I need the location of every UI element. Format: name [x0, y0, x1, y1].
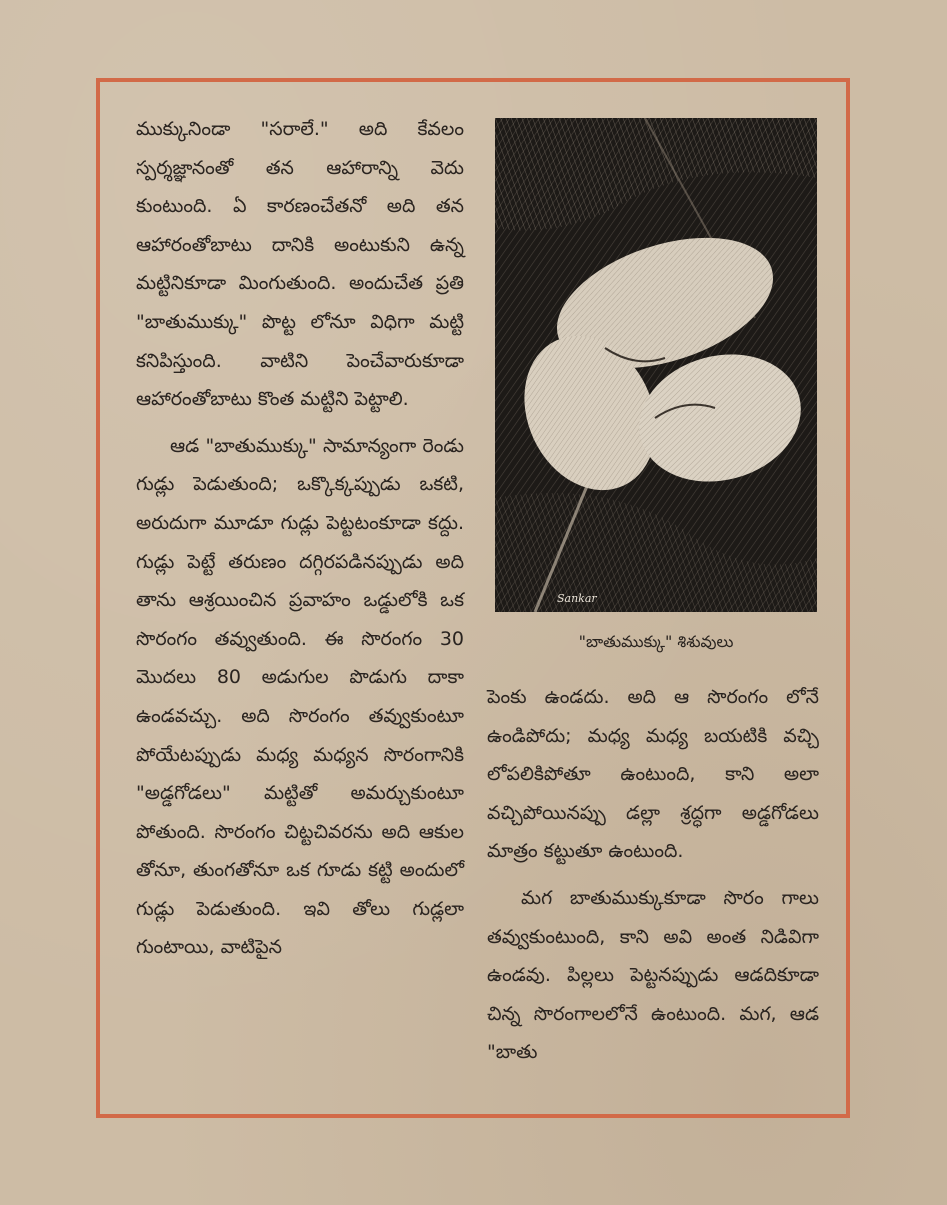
paragraph-2: ఆడ "బాతుముక్కు" సామాన్యంగా రెండు గుడ్లు పెడుతుంది; ఒక్కొక్కప్పుడు ఒకటి, అరుదుగా మూడూ గుడ్లు పెట్టటంకూడా కద్దు. గుడ్లు పెట్టే తరుణం దగ్గిరపడినప్పుడు అది తాను ఆశ్రయించిన ప్రవాహం ఒడ్డులోకి ఒక సొరంగం తవ్వుతుంది. ఈ సొరంగం 30 మొదలు 80 అడుగుల పొడుగు దాకా ఉండవచ్చు. అది సొరంగం తవ్వుకుంటూ పోయేటప్పుడు మధ్య మధ్యన సొరంగానికి "అడ్డగోడలు" మట్టితో అమర్చుకుంటూ పోతుంది. సొరంగం చిట్టచివరను అది ఆకుల తోనూ, తుంగతోనూ ఒక గూడు కట్టి అందులో గుడ్లు పెడుతుంది. ఇవి తోలు గుడ్లలా గుంటాయి, వాటిపైన — [136, 434, 464, 959]
right-text-column — [487, 678, 819, 1072]
illustrator-signature: Sankar — [557, 592, 597, 605]
platypus-babies-illustration — [495, 118, 817, 612]
paragraph-4: మగ బాతుముక్కుకూడా సొరం గాలు తవ్వుకుంటుంది, కాని అవి అంత నిడివిగా ఉండవు. పిల్లలు పెట్టనప్పుడు ఆడదికూడా చిన్న సొరంగాలలోనే ఉంటుంది. మగ, ఆడ "బాతు — [487, 886, 819, 1064]
paragraph-3: పెంకు ఉండదు. అది ఆ సొరంగం లోనే ఉండిపోదు; మధ్య మధ్య బయటికి వచ్చి లోపలికిపోతూ ఉంటుంది, కాని అలా వచ్చిపోయినప్పు డల్లా శ్రద్ధగా అడ్డగోడలు మాత్రం కట్టుతూ ఉంటుంది. — [487, 686, 819, 863]
paragraph-1: ముక్కునిండా "సరాలే." అది కేవలం స్పర్శజ్ఞానంతో తన ఆహారాన్ని వెదు కుంటుంది. ఏ కారణంచేతనో అది తన ఆహారంతోబాటు దానికి అంటుకుని ఉన్న మట్టినికూడా మింగుతుంది. అందుచేత ప్రతి "బాతుముక్కు" పొట్ట లోనూ విధిగా మట్టి కనిపిస్తుంది. వాటిని పెంచేవారుకూడా ఆహారంతోబాటు కొంత మట్టిని పెట్టాలి. — [136, 118, 464, 411]
left-text-column — [136, 110, 464, 967]
figure-caption: "బాతుముక్కు" శిశువులు — [578, 632, 734, 651]
